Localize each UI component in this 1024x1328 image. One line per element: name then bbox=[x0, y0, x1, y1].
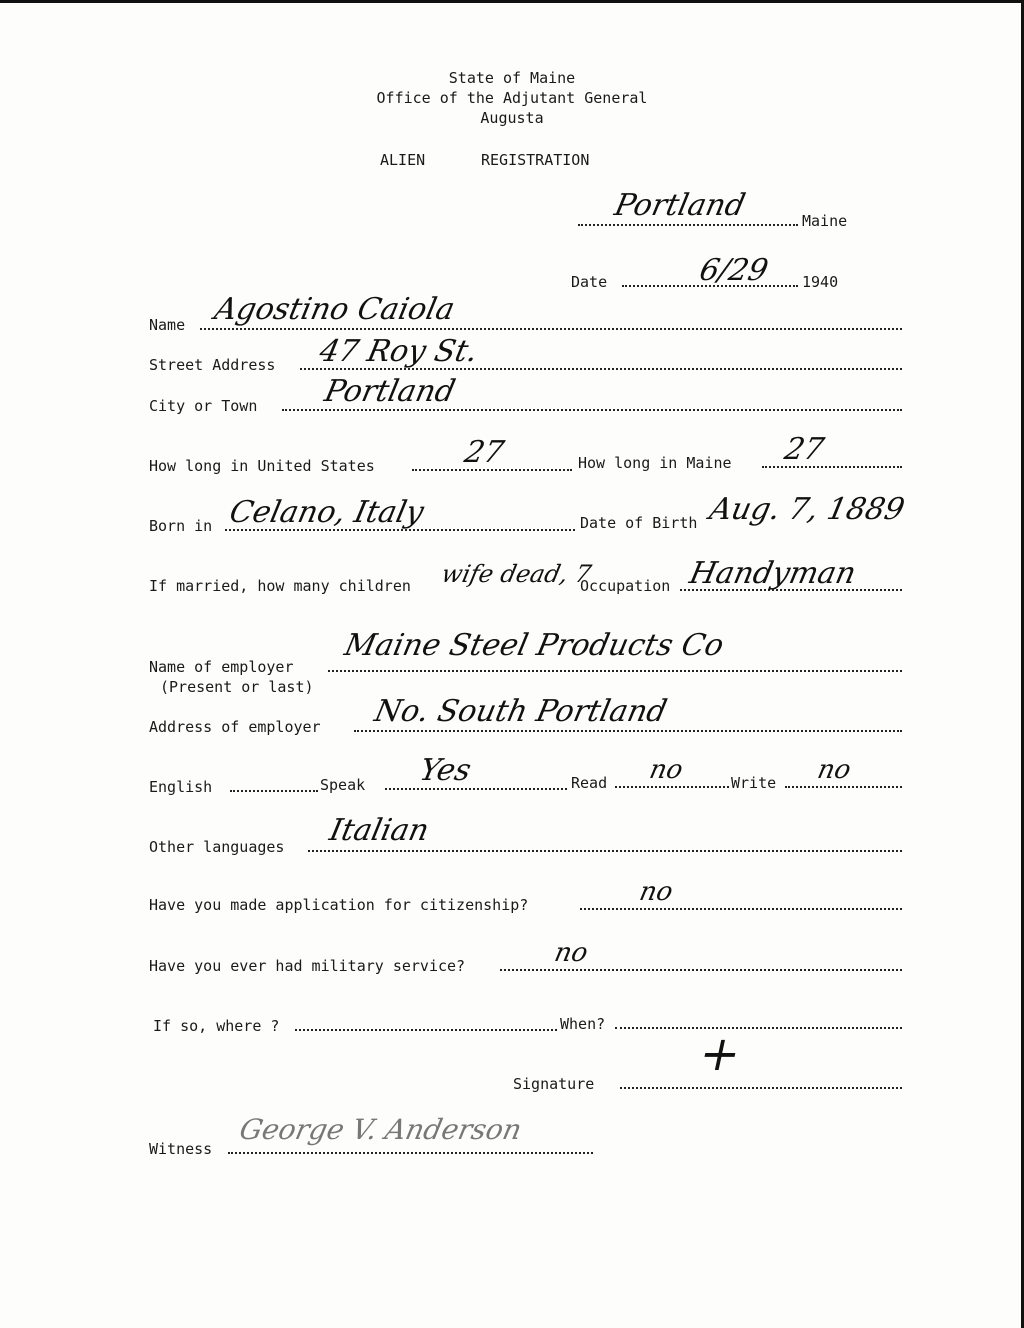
employer-label: Name of employer bbox=[149, 658, 294, 676]
city-line bbox=[282, 409, 902, 411]
when-label: When? bbox=[560, 1015, 606, 1033]
date-value: 6/29 bbox=[696, 253, 772, 288]
read-value: no bbox=[646, 755, 686, 785]
speak-line bbox=[385, 788, 567, 790]
read-label: Read bbox=[571, 774, 608, 792]
scan-edge-top bbox=[0, 0, 1024, 3]
occupation-label: Occupation bbox=[580, 577, 671, 595]
city-label: City or Town bbox=[149, 397, 258, 415]
signature-mark: + bbox=[694, 1026, 747, 1082]
citizenship-label: Have you made application for citizenship? bbox=[149, 896, 529, 914]
children-value: wife dead, 7 bbox=[439, 560, 594, 588]
name-line bbox=[200, 328, 902, 330]
maine-duration-value: 27 bbox=[781, 432, 828, 467]
when-line bbox=[615, 1027, 902, 1029]
citizenship-value: no bbox=[636, 877, 676, 907]
signature-label: Signature bbox=[513, 1075, 595, 1093]
speak-value: Yes bbox=[416, 753, 475, 788]
place-suffix: Maine bbox=[802, 212, 848, 230]
place-line bbox=[578, 224, 798, 226]
where-line bbox=[295, 1029, 557, 1031]
employer-address-label: Address of employer bbox=[149, 718, 321, 736]
employer-line bbox=[328, 670, 902, 672]
date-year: 1940 bbox=[802, 273, 839, 291]
english-label: English bbox=[149, 778, 213, 796]
military-line bbox=[500, 969, 902, 971]
speak-label: Speak bbox=[320, 776, 366, 794]
other-languages-line bbox=[308, 850, 902, 852]
write-line bbox=[785, 786, 902, 788]
write-label: Write bbox=[731, 774, 777, 792]
employer-value: Maine Steel Products Co bbox=[341, 628, 727, 663]
children-label: If married, how many children bbox=[149, 577, 411, 595]
witness-line bbox=[228, 1152, 593, 1154]
title-registration: REGISTRATION bbox=[481, 151, 590, 169]
born-value: Celano, Italy bbox=[226, 495, 427, 530]
occupation-value: Handyman bbox=[686, 556, 860, 591]
military-value: no bbox=[551, 938, 591, 968]
where-label: If so, where ? bbox=[153, 1017, 280, 1035]
place-value: Portland bbox=[611, 188, 749, 223]
us-duration-value: 27 bbox=[461, 435, 508, 470]
city-value: Portland bbox=[321, 374, 459, 409]
other-languages-label: Other languages bbox=[149, 838, 285, 856]
header-office: Office of the Adjutant General bbox=[376, 89, 648, 107]
dob-value: Aug. 7, 1889 bbox=[706, 492, 908, 527]
name-value: Agostino Caiola bbox=[211, 292, 458, 327]
employer-address-value: No. South Portland bbox=[371, 694, 670, 729]
read-line bbox=[615, 786, 729, 788]
born-label: Born in bbox=[149, 517, 213, 535]
citizenship-line bbox=[580, 908, 902, 910]
title-alien: ALIEN bbox=[380, 151, 426, 169]
name-label: Name bbox=[149, 316, 186, 334]
header-city: Augusta bbox=[480, 109, 544, 127]
military-label: Have you ever had military service? bbox=[149, 957, 466, 975]
employer-address-line bbox=[354, 730, 902, 732]
english-line bbox=[230, 790, 318, 792]
employer-sublabel: (Present or last) bbox=[160, 678, 314, 696]
write-value: no bbox=[814, 755, 854, 785]
header-state: State of Maine bbox=[448, 69, 576, 87]
date-label: Date bbox=[571, 273, 608, 291]
dob-label: Date of Birth bbox=[580, 514, 698, 532]
street-label: Street Address bbox=[149, 356, 276, 374]
us-duration-label: How long in United States bbox=[149, 457, 375, 475]
witness-value: George V. Anderson bbox=[236, 1113, 525, 1146]
street-value: 47 Roy St. bbox=[316, 334, 481, 369]
signature-line bbox=[620, 1087, 902, 1089]
other-languages-value: Italian bbox=[326, 813, 433, 848]
witness-label: Witness bbox=[149, 1140, 213, 1158]
maine-duration-label: How long in Maine bbox=[578, 454, 732, 472]
